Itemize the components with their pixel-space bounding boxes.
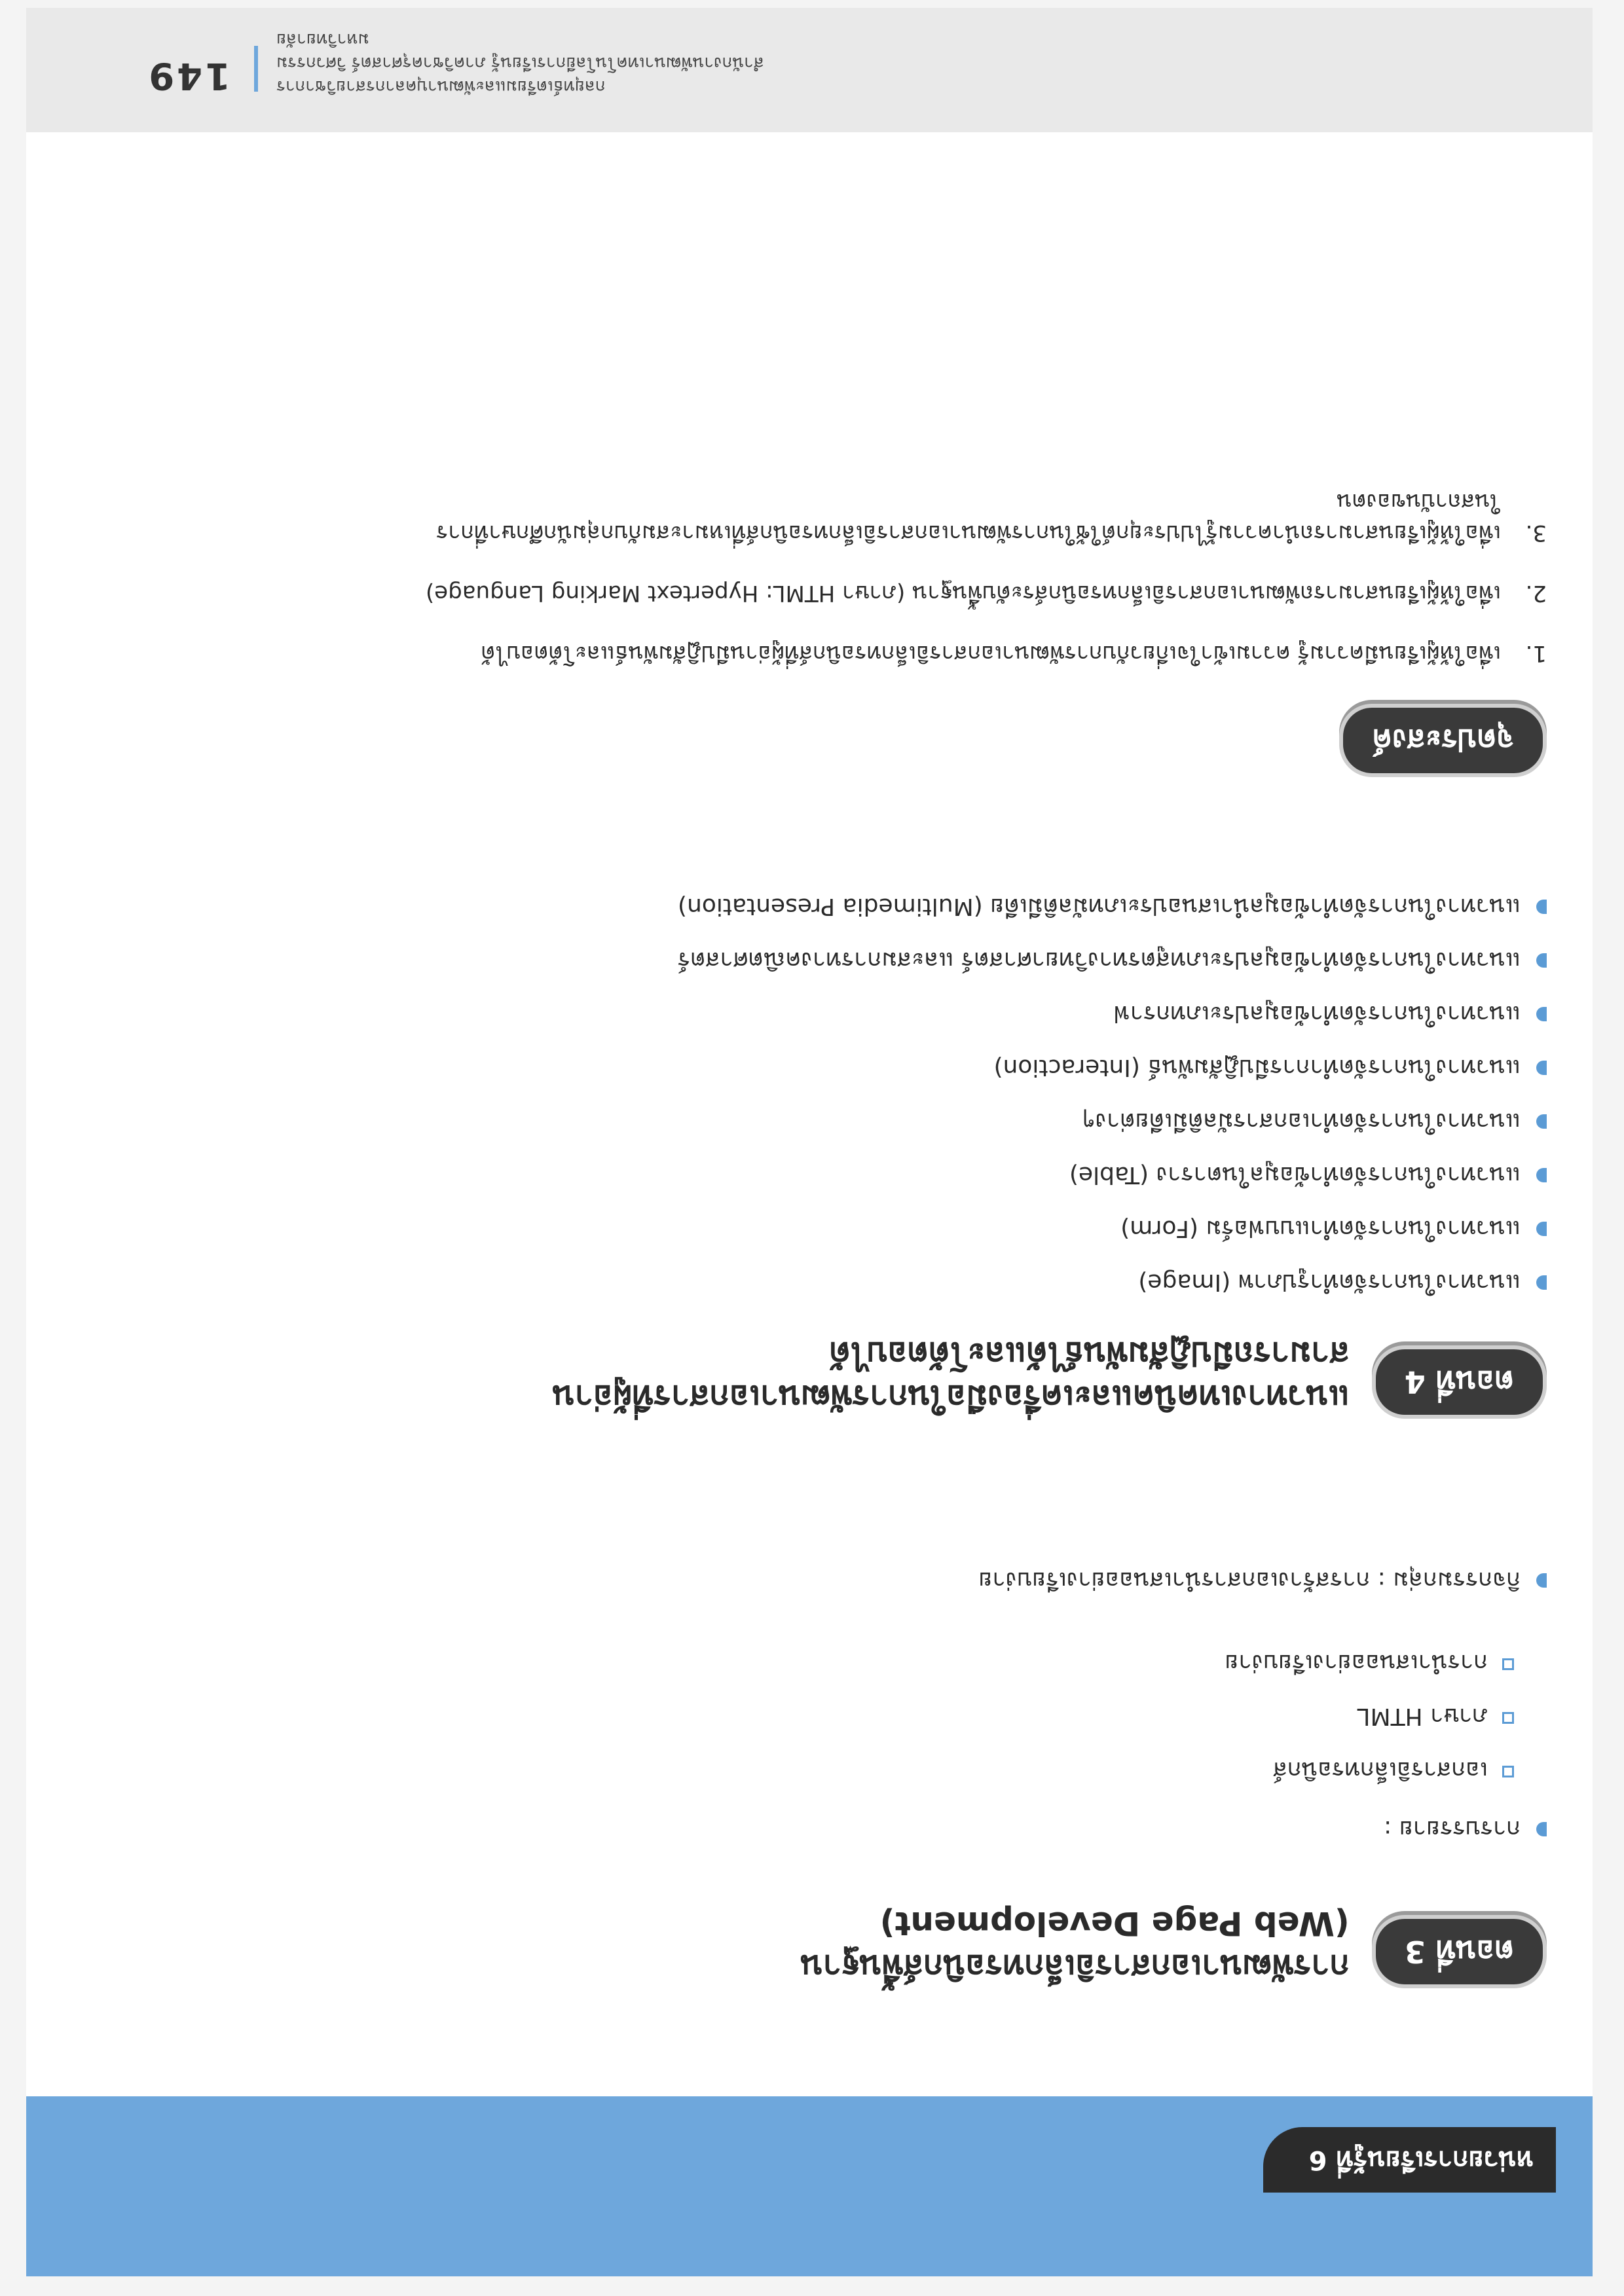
part4-badge: ตอนที่ 4 [1372,1345,1547,1419]
list-item [106,577,1547,609]
objective-text-continued: ในสถาบันของตน [1337,488,1501,515]
bullet-icon [1536,1222,1547,1236]
part4-heading [26,1332,1593,1419]
bullet-icon [1536,1061,1547,1075]
bullet-icon [1536,1573,1547,1588]
part3-subitem: เอกสารอิเล็กทรอนิกส์ [1272,1757,1488,1783]
page-number: 149 [146,54,231,97]
list-item [303,944,1547,975]
part4-item: แนวทางในการจัดทำข้อมูลในตาราง (Table) [1069,1161,1521,1188]
part3-title-line1: การพัฒนาเอกสารอิเล็กทรอนิกส์พื้นฐาน [800,1948,1350,1986]
part3-subitem: การนำเสนออย่างเรียบง่าย [1225,1649,1488,1676]
list-item [303,1266,1547,1298]
list-item [303,1564,1547,1595]
footer-text [276,27,826,98]
checkbox-square-icon [1502,1766,1514,1777]
bullet-icon [1536,1114,1547,1129]
part3-activity: กิจกรรมกลุ่ม : การสร้างเอกสารนำเสนออย่างเรียบง่าย [978,1567,1521,1594]
part4-list [303,890,1547,1298]
objective-text: เพื่อให้ผู้เรียนสามารถพัฒนาเอกสารอิเล็กทรอนิกส์ระดับพื้นฐาน (ภาษา HTML: Hypertext Marking Language) [425,580,1501,606]
list-item [303,998,1547,1029]
objectives-badge: จุดประสงค์ [1339,704,1547,777]
objectives-list [106,486,1547,669]
list-item [335,1647,1514,1678]
part4-item: แนวทางในการจัดทำการมีปฏิสัมพันธ์ (Interaction) [993,1054,1521,1081]
part3-subitems [335,1647,1514,1785]
list-item [106,638,1547,669]
part4-item: แนวทางในการจัดทำข้อมูลประเภทกราฟ [1113,1000,1521,1027]
part4-title-line1: แนวทางเทคนิคและเครื่องมือในการพัฒนาเอกสารที่ผู้อ่าน [552,1378,1350,1416]
part4-section [26,893,1593,1419]
list-item [106,486,1547,549]
bullet-icon [1536,1822,1547,1836]
bullet-icon [1536,953,1547,968]
footer-line-1: กลยุทธ์เตรียมและพัฒนาบุคลากรสายวิชาการ [276,77,606,96]
list-item [303,1105,1547,1137]
checkbox-square-icon [1502,1712,1514,1724]
bullet-icon [1536,1275,1547,1290]
objective-text: เพื่อให้ผู้เรียนมีความรู้ ความเข้าใจเกี่ยวกับการพัฒนาเอกสารอิเล็กทรอนิกส์ที่ผู้อ่านมีปฏิสัมพันธ์และโต้ตอบได้ [481,640,1501,666]
page-header [26,2096,1593,2276]
footer-line-2: สำนักงานพัฒนาเทคโนโลยีการเรียนรู้ ภาควิชาครุศาสตร์ วิศวกรรม มหาวิทยาลัย [276,29,764,73]
part4-item: แนวทางในการจัดทำข้อมูลประเภทสูตรทางวิทยาศาสตร์ และสมการทางคณิตศาสตร์ [677,947,1521,974]
list-item [303,890,1547,922]
part3-title-line2: (Web Page Development) [879,1904,1350,1942]
objectives-heading [26,704,1593,777]
objective-number: 3. [1525,520,1547,546]
part4-item: แนวทางในการจัดทำเอกสารมัลติมีเดียต่างๆ [1082,1108,1521,1135]
part3-section [26,1567,1593,1988]
part4-item: แนวทางในการจัดทำข้อมูลนำเสนอประเภทมัลติมีเดีย (Multimedia Presentation) [677,893,1521,920]
part3-activity-list [303,1564,1547,1595]
part3-heading [26,1902,1593,1988]
part3-title [800,1902,1349,1988]
part4-item: แนวทางในการจัดทำแบบฟอร์ม (Form) [1120,1215,1521,1242]
list-item [303,1159,1547,1190]
objectives-section [26,488,1593,777]
part3-list [303,1813,1547,1844]
bullet-icon [1536,900,1547,914]
list-item [335,1754,1514,1785]
page [26,8,1593,2276]
part3-topic: การบรรยาย : [1384,1815,1521,1842]
list-item [303,1051,1547,1083]
part4-title [553,1332,1350,1419]
objective-number: 1. [1525,640,1547,666]
bullet-icon [1536,1007,1547,1021]
part4-item: แนวทางในการจัดทำรูปภาพ (Image) [1138,1269,1521,1296]
part4-title-line2: สามารถมีปฏิสัมพันธ์ได้และโต้ตอบได้ [829,1335,1350,1373]
part3-subitem: ภาษา HTML [1357,1703,1488,1730]
objective-text: เพื่อให้ผู้เรียนสามารถนำความรู้ไปประยุกต์ใช้ในการพัฒนาเอกสารอิเล็กทรอนิกส์ที่เหมาะสมกับกลุ่มนักศึกษาที่การ [436,520,1501,546]
footer-divider [254,46,258,92]
objective-number: 2. [1525,580,1547,606]
page-footer [26,8,1593,132]
bullet-icon [1536,1168,1547,1182]
part3-badge: ตอนที่ 3 [1372,1915,1547,1988]
list-item [303,1813,1547,1844]
unit-label: หน่วยการเรียนรู้ที่ 6 [1263,2127,1556,2193]
list-item [303,1212,1547,1244]
list-item [335,1700,1514,1732]
checkbox-square-icon [1502,1658,1514,1670]
